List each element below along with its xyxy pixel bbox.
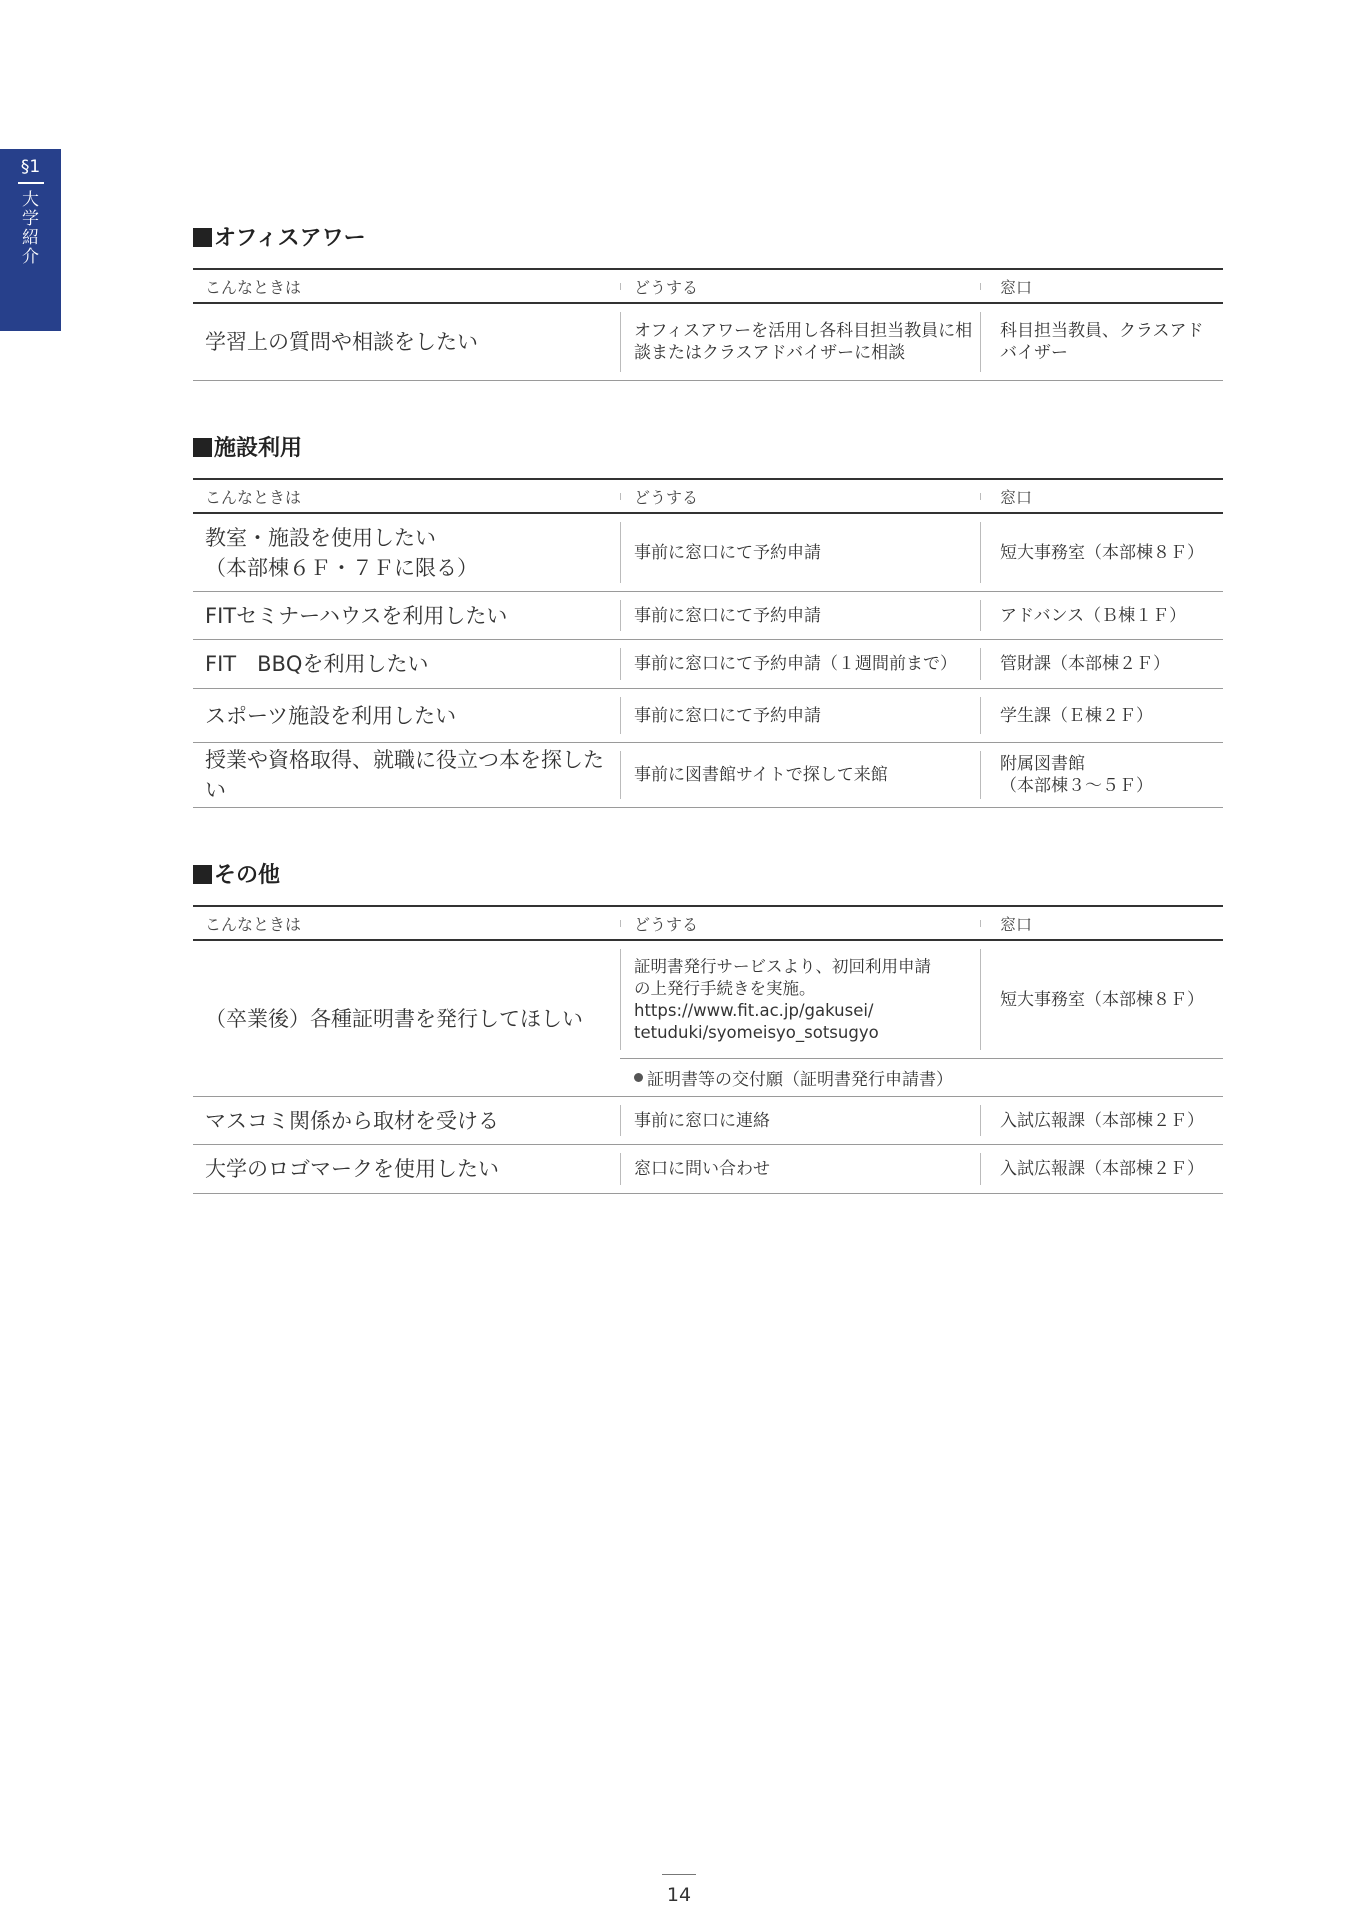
cell-when: 授業や資格取得、就職に役立つ本を探したい xyxy=(205,748,604,802)
table-row xyxy=(193,304,1223,381)
page-number-rule xyxy=(662,1874,696,1875)
note-row xyxy=(620,1058,1223,1096)
cell-how: 事前に図書館サイトで探して来館 xyxy=(620,743,980,807)
section-side-tab xyxy=(0,149,61,331)
cell-window: アドバンス（Ｂ棟１Ｆ） xyxy=(980,592,1223,639)
note-text: 証明書等の交付願（証明書発行申請書） xyxy=(647,1070,953,1090)
cell-window: 短大事務室（本部棟８Ｆ） xyxy=(980,514,1223,591)
section-number: §1 xyxy=(20,157,41,177)
cell-window: 科目担当教員、クラスアド バイザー xyxy=(980,304,1223,380)
table-header xyxy=(193,268,1223,304)
section-facilities xyxy=(193,432,1223,808)
page-number: 14 xyxy=(666,1884,692,1906)
section-heading: 施設利用 xyxy=(193,432,1223,466)
header-window: 窓口 xyxy=(980,912,1223,935)
header-window: 窓口 xyxy=(980,485,1223,508)
table-row xyxy=(193,1145,1223,1194)
cell-when: FITセミナーハウスを利用したい xyxy=(205,603,508,628)
section-office-hours xyxy=(193,222,1223,381)
cell-when: FIT BBQを利用したい xyxy=(205,652,429,676)
cell-window: 入試広報課（本部棟２Ｆ） xyxy=(980,1097,1223,1144)
cell-how: 証明書発行サービスより、初回利用申請 の上発行手続きを実施。 https://www.fit.ac.jp/gakusei/ tetuduki/syomeisyo_sotsugyo xyxy=(620,941,980,1058)
table-row xyxy=(193,592,1223,640)
section-heading: オフィスアワー xyxy=(193,222,1223,256)
table-row xyxy=(193,689,1223,743)
header-when: こんなときは xyxy=(205,487,302,507)
square-bullet-icon xyxy=(193,438,212,457)
cell-when: （卒業後）各種証明書を発行してほしい xyxy=(205,1006,583,1031)
cell-window: 学生課（Ｅ棟２Ｆ） xyxy=(980,689,1223,742)
header-how: どうする xyxy=(620,912,980,935)
cell-how: オフィスアワーを活用し各科目担当教員に相 談またはクラスアドバイザーに相談 xyxy=(620,304,980,380)
section-title-vertical: 大 学 紹 介 xyxy=(22,190,39,267)
bullet-dot-icon xyxy=(634,1073,643,1082)
table-header xyxy=(193,905,1223,941)
cell-how: 窓口に問い合わせ xyxy=(620,1145,980,1193)
header-how: どうする xyxy=(620,275,980,298)
cell-when: マスコミ関係から取材を受ける xyxy=(205,1108,499,1133)
section-divider xyxy=(18,182,44,184)
section-other xyxy=(193,859,1223,1194)
header-how: どうする xyxy=(620,485,980,508)
table-row xyxy=(193,1097,1223,1145)
cell-window: 短大事務室（本部棟８Ｆ） xyxy=(980,941,1223,1058)
cell-window: 入試広報課（本部棟２Ｆ） xyxy=(980,1145,1223,1193)
table-row xyxy=(193,640,1223,689)
cell-when: 学習上の質問や相談をしたい xyxy=(205,330,478,354)
cell-when: スポーツ施設を利用したい xyxy=(205,703,457,728)
cell-how: 事前に窓口にて予約申請 xyxy=(620,689,980,742)
cell-when: 教室・施設を使用したい （本部棟６Ｆ・７Ｆに限る） xyxy=(205,525,478,580)
table-row xyxy=(193,743,1223,808)
table-row xyxy=(193,941,1223,1097)
header-when: こんなときは xyxy=(205,914,302,934)
cell-window: 附属図書館 （本部棟３～５Ｆ） xyxy=(980,743,1223,807)
cell-how: 事前に窓口にて予約申請 xyxy=(620,514,980,591)
header-when: こんなときは xyxy=(205,277,302,297)
cell-how: 事前に窓口にて予約申請 xyxy=(620,592,980,639)
square-bullet-icon xyxy=(193,865,212,884)
cell-how: 事前に窓口にて予約申請（１週間前まで） xyxy=(620,640,980,688)
cell-when: 大学のロゴマークを使用したい xyxy=(205,1157,499,1181)
cell-how: 事前に窓口に連絡 xyxy=(620,1097,980,1144)
header-window: 窓口 xyxy=(980,275,1223,298)
square-bullet-icon xyxy=(193,228,212,247)
section-heading: その他 xyxy=(193,859,1223,893)
table-row xyxy=(193,514,1223,592)
cell-group xyxy=(620,941,1223,1096)
table-header xyxy=(193,478,1223,514)
cell-window: 管財課（本部棟２Ｆ） xyxy=(980,640,1223,688)
